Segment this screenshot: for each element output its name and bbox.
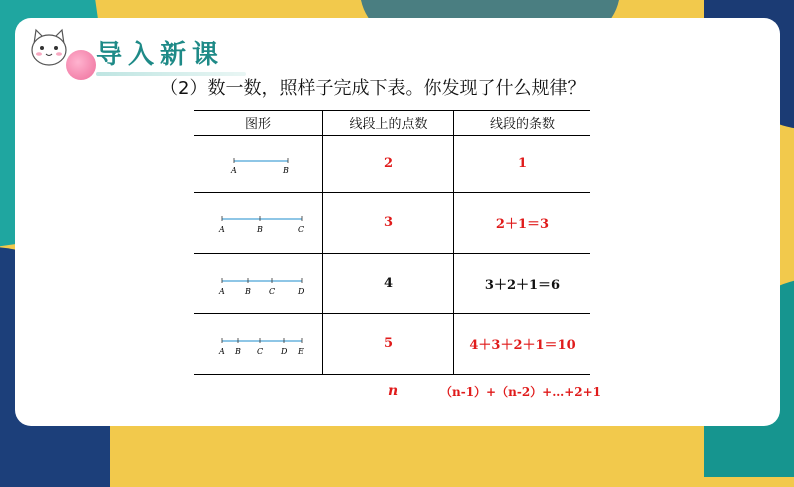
- point-label: A: [231, 166, 237, 175]
- figure-cell: [194, 253, 322, 313]
- point-label: D: [298, 287, 305, 296]
- points-count: 3: [383, 215, 394, 230]
- figure-cell: [194, 135, 322, 192]
- segment-count: 4＋3＋2＋1＝10: [469, 338, 576, 353]
- point-label: B: [283, 166, 289, 175]
- header-points: 线段上的点数: [349, 117, 428, 132]
- question-text: （2）数一数，照样子完成下表。你发现了什么规律？: [160, 78, 586, 99]
- segment-count: 1: [517, 156, 528, 171]
- header-figure: 图形: [244, 117, 271, 132]
- segment-count: 3＋2＋1＝6: [484, 277, 561, 293]
- figure-cell: [194, 313, 322, 374]
- point-label: A: [219, 287, 225, 296]
- table-header-row: [194, 110, 590, 136]
- yarn-ball-icon: [66, 50, 96, 80]
- table-row: [194, 253, 590, 314]
- point-label: A: [219, 225, 225, 234]
- segment-figure-3-points: [194, 192, 322, 253]
- points-count: 2: [383, 156, 394, 171]
- table-row: [194, 192, 590, 254]
- segment-figure-2-points: [194, 135, 322, 192]
- points-count: 4: [383, 275, 394, 291]
- point-label: B: [235, 347, 241, 356]
- header-segments: 线段的条数: [489, 117, 555, 132]
- table-row: [194, 135, 590, 193]
- general-point-count: n: [388, 383, 399, 399]
- point-label: D: [281, 347, 288, 356]
- segment-figure-4-points: [194, 253, 322, 313]
- segment-figure-5-points: [194, 313, 322, 374]
- segment-count: 2＋1＝3: [495, 217, 550, 232]
- point-label: B: [257, 225, 263, 234]
- general-segment-formula: （n-1）+（n-2）+…+2+1: [440, 385, 602, 399]
- page-title: 导入新课: [96, 40, 225, 70]
- point-label: C: [269, 287, 276, 296]
- point-label: A: [219, 347, 225, 356]
- point-label: C: [298, 225, 305, 234]
- figure-cell: [194, 192, 322, 253]
- point-label: C: [257, 347, 264, 356]
- point-label: B: [245, 287, 251, 296]
- points-count: 5: [383, 336, 394, 351]
- table-row: [194, 313, 590, 375]
- point-label: E: [298, 347, 304, 356]
